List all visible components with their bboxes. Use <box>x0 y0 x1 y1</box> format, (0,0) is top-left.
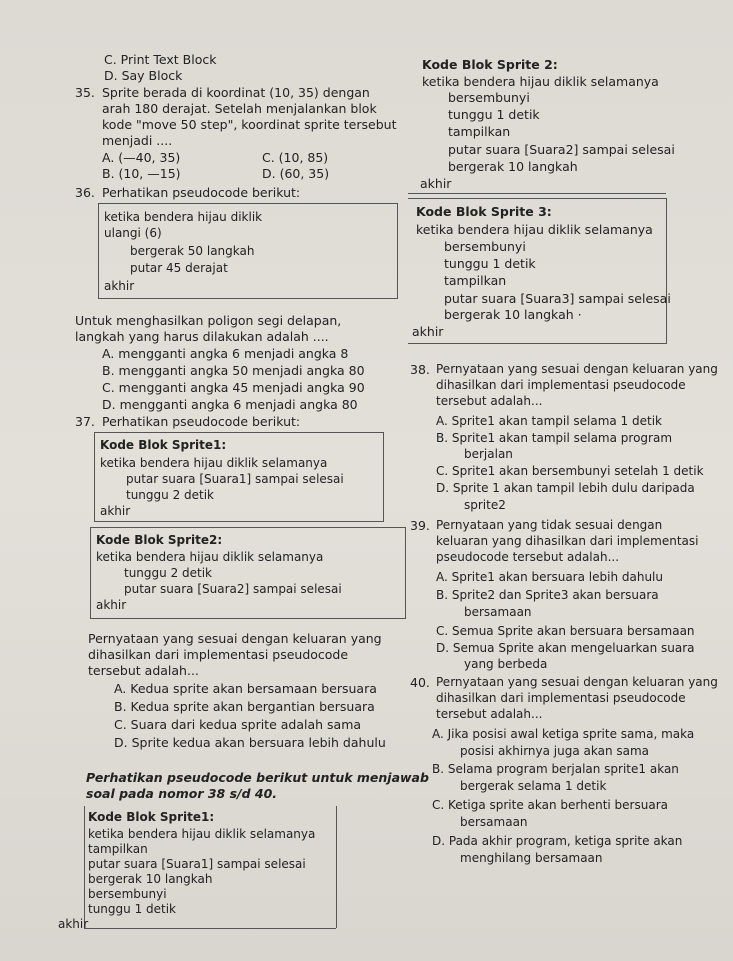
q38-option-d-cont: sprite2 <box>464 498 506 512</box>
q40-option-d-cont: menghilang bersamaan <box>460 851 603 865</box>
code-line: akhir <box>96 598 127 612</box>
q36-number: 36. <box>75 185 95 200</box>
q37-option-d: D. Sprite kedua akan bersuara lebih dahulu <box>114 735 386 750</box>
q36-stem: Untuk menghasilkan poligon segi delapan, <box>75 313 342 328</box>
q37-stem: Pernyataan yang sesuai dengan keluaran yang <box>88 631 382 646</box>
q40-option-b: B. Selama program berjalan sprite1 akan <box>432 762 679 776</box>
q37-block2-title: Kode Blok Sprite2: <box>96 533 223 547</box>
shared-block3-box <box>408 198 667 344</box>
code-line: tunggu 2 detik <box>124 566 213 580</box>
block-border-left <box>84 806 85 928</box>
q40-option-b-cont: bergerak selama 1 detik <box>460 779 607 793</box>
shared-block3-title: Kode Blok Sprite 3: <box>416 204 552 219</box>
code-line: tampilkan <box>88 842 148 856</box>
shared-block2-title: Kode Blok Sprite 2: <box>422 57 558 72</box>
q36-option-a: A. mengganti angka 6 menjadi angka 8 <box>102 346 349 361</box>
q38-option-b: B. Sprite1 akan tampil selama program <box>436 431 673 445</box>
q38-number: 38. <box>410 362 430 377</box>
q34-option-c: C. Print Text Block <box>104 52 217 67</box>
q36-intro: Perhatikan pseudocode berikut: <box>102 185 301 200</box>
code-line: bersembunyi <box>88 887 167 901</box>
q39-option-a: A. Sprite1 akan bersuara lebih dahulu <box>436 570 663 584</box>
q34-option-d: D. Say Block <box>104 68 183 83</box>
q37-option-b: B. Kedua sprite akan bergantian bersuara <box>114 699 375 714</box>
q40-stem: dihasilkan dari implementasi pseudocode <box>436 691 686 705</box>
code-line: putar suara [Suara1] sampai selesai <box>88 857 306 871</box>
q39-option-d: D. Semua Sprite akan mengeluarkan suara <box>436 641 695 655</box>
code-line: tunggu 1 detik <box>444 256 536 271</box>
q38-option-d: D. Sprite 1 akan tampil lebih dulu daripada <box>436 481 695 495</box>
code-line: ulangi (6) <box>104 226 162 240</box>
q35-line: arah 180 derajat. Setelah menjalankan blok <box>102 101 377 116</box>
q40-stem: Pernyataan yang sesuai dengan keluaran yang <box>436 675 718 689</box>
code-line: putar suara [Suara1] sampai selesai <box>126 472 344 486</box>
q39-option-b-cont: bersamaan <box>464 605 532 619</box>
q37-number: 37. <box>75 414 95 429</box>
q40-option-c: C. Ketiga sprite akan berhenti bersuara <box>432 798 668 812</box>
q40-option-d: D. Pada akhir program, ketiga sprite akan <box>432 834 683 848</box>
code-line: bergerak 10 langkah <box>88 872 213 886</box>
q39-option-c: C. Semua Sprite akan bersuara bersamaan <box>436 624 695 638</box>
q37-intro: Perhatikan pseudocode berikut: <box>102 414 301 429</box>
q35-option-d: D. (60, 35) <box>262 166 330 181</box>
code-line: ketika bendera hijau diklik <box>104 210 263 224</box>
q36-option-c: C. mengganti angka 45 menjadi angka 90 <box>102 380 365 395</box>
q40-option-a: A. Jika posisi awal ketiga sprite sama, maka <box>432 727 695 741</box>
code-line: ketika bendera hijau diklik selamanya <box>422 74 659 89</box>
code-line: putar suara [Suara2] sampai selesai <box>124 582 342 596</box>
code-line: bersembunyi <box>448 90 530 105</box>
q37-block1-title: Kode Blok Sprite1: <box>100 438 227 452</box>
code-line: akhir <box>420 176 452 191</box>
q40-option-c-cont: bersamaan <box>460 815 528 829</box>
q38-option-a: A. Sprite1 akan tampil selama 1 detik <box>436 414 662 428</box>
q38-option-c: C. Sprite1 akan bersembunyi setelah 1 detik <box>436 464 704 478</box>
code-line: tampilkan <box>448 124 511 139</box>
instruction-text: soal pada nomor 38 s/d 40. <box>86 786 278 801</box>
code-line: putar suara [Suara3] sampai selesai <box>444 291 671 306</box>
q39-stem: pseudocode tersebut adalah... <box>436 550 620 564</box>
block-border-right <box>336 806 337 928</box>
q38-stem: Pernyataan yang sesuai dengan keluaran yang <box>436 362 718 376</box>
block-divider <box>408 193 666 194</box>
code-line: bergerak 10 langkah · <box>444 307 582 322</box>
q39-option-d-cont: yang berbeda <box>464 657 548 671</box>
q38-option-b-cont: berjalan <box>464 447 513 461</box>
code-line: akhir <box>104 279 135 293</box>
q35-option-a: A. (—40, 35) <box>102 150 181 165</box>
q35-option-c: C. (10, 85) <box>262 150 329 165</box>
instruction-text: Perhatikan pseudocode berikut untuk menjawab <box>86 770 429 785</box>
block-border-bottom <box>84 928 336 929</box>
code-line: tunggu 1 detik <box>88 902 177 916</box>
code-line: tampilkan <box>444 273 507 288</box>
code-line: ketika bendera hijau diklik selamanya <box>96 550 324 564</box>
q40-stem: tersebut adalah... <box>436 707 543 721</box>
q35-line: menjadi .... <box>102 133 173 148</box>
code-line: akhir <box>58 917 89 931</box>
q35-line: kode "move 50 step", koordinat sprite tersebut <box>102 117 397 132</box>
q35-line: Sprite berada di koordinat (10, 35) dengan <box>102 85 370 100</box>
code-line: bersembunyi <box>444 239 526 254</box>
q38-stem: tersebut adalah... <box>436 394 543 408</box>
code-line: ketika bendera hijau diklik selamanya <box>100 456 328 470</box>
code-line: akhir <box>100 504 131 518</box>
code-line: tunggu 1 detik <box>448 107 540 122</box>
q40-option-a-cont: posisi akhirnya juga akan sama <box>460 744 650 758</box>
code-line: ketika bendera hijau diklik selamanya <box>88 827 316 841</box>
q39-option-b: B. Sprite2 dan Sprite3 akan bersuara <box>436 588 659 602</box>
code-line: bergerak 10 langkah <box>448 159 578 174</box>
q37-stem: tersebut adalah... <box>88 663 199 678</box>
q39-stem: Pernyataan yang tidak sesuai dengan <box>436 518 663 532</box>
q37-option-a: A. Kedua sprite akan bersamaan bersuara <box>114 681 377 696</box>
q38-stem: dihasilkan dari implementasi pseudocode <box>436 378 686 392</box>
q36-stem: langkah yang harus dilakukan adalah .... <box>75 329 329 344</box>
q40-number: 40. <box>410 675 430 690</box>
shared-block1-title: Kode Blok Sprite1: <box>88 810 215 824</box>
q39-number: 39. <box>410 518 430 533</box>
q37-stem: dihasilkan dari implementasi pseudocode <box>88 647 349 662</box>
code-line: tunggu 2 detik <box>126 488 215 502</box>
code-line: akhir <box>412 324 444 339</box>
q39-stem: keluaran yang dihasilkan dari implementasi <box>436 534 699 548</box>
q36-option-d: D. mengganti angka 6 menjadi angka 80 <box>102 397 358 412</box>
q35-option-b: B. (10, —15) <box>102 166 181 181</box>
code-line: ketika bendera hijau diklik selamanya <box>416 222 653 237</box>
code-line: bergerak 50 langkah <box>130 244 255 258</box>
q36-option-b: B. mengganti angka 50 menjadi angka 80 <box>102 363 365 378</box>
q37-option-c: C. Suara dari kedua sprite adalah sama <box>114 717 362 732</box>
code-line: putar 45 derajat <box>130 261 228 275</box>
q35-number: 35. <box>75 85 95 100</box>
code-line: putar suara [Suara2] sampai selesai <box>448 142 675 157</box>
